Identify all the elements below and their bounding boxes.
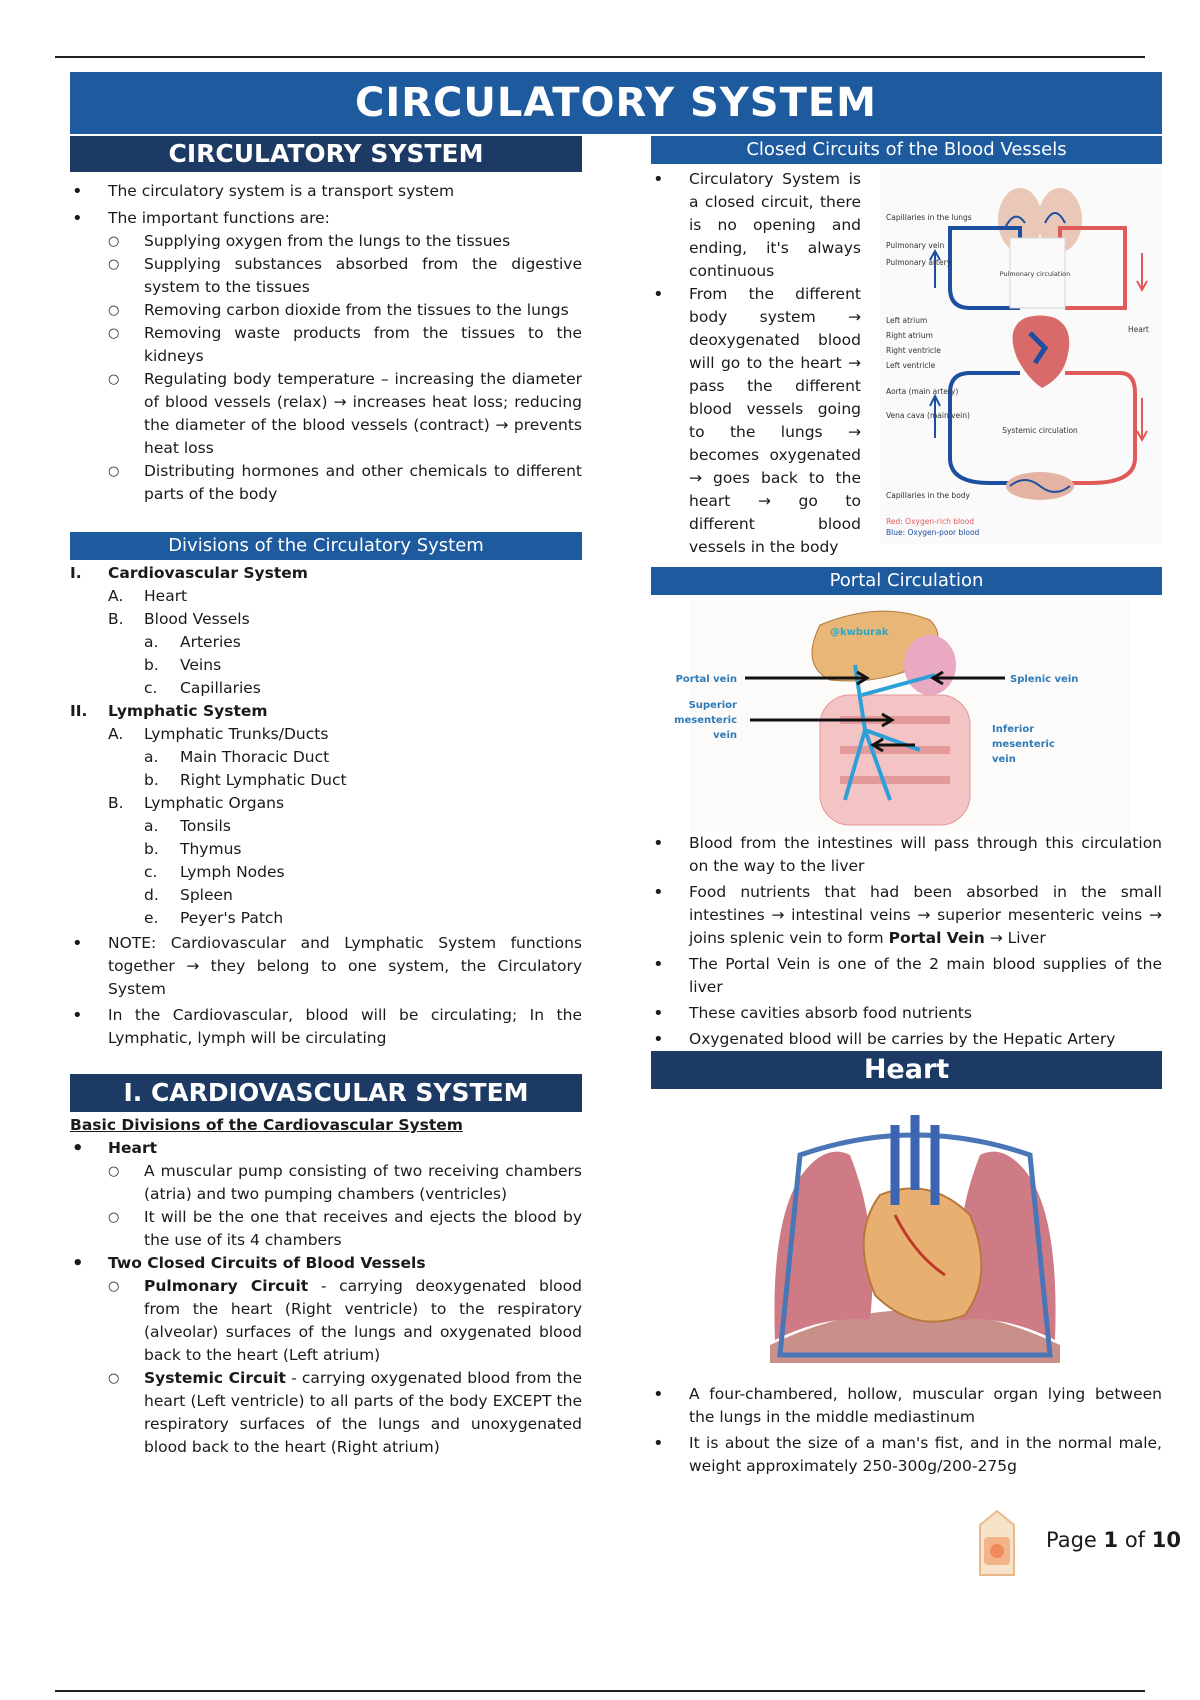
outline-item: b. Veins (144, 656, 222, 674)
list-item: ○ Supplying substances absorbed from the digestive system to the tissues (70, 253, 582, 299)
label-right-ventricle: Right ventricle (886, 346, 941, 355)
list-item: ○ It will be the one that receives and ejects the blood by the use of its 4 chambers (70, 1206, 582, 1252)
label-pulmonary-vein: Pulmonary vein (886, 241, 945, 250)
list-item: • Blood from the intestines will pass through this circulation on the way to the liver (651, 832, 1162, 878)
list-item: ○ Supplying oxygen from the lungs to the tissues (70, 230, 582, 253)
outline-item: B. Lymphatic Organs (108, 794, 285, 812)
label-capillaries-lungs: Capillaries in the lungs (886, 213, 972, 222)
label-left-atrium: Left atrium (886, 316, 928, 325)
label-smv-2: mesenteric (674, 715, 737, 726)
outline-item: a. Arteries (144, 633, 241, 651)
outline-item: I. Cardiovascular System (70, 564, 308, 582)
page-title: CIRCULATORY SYSTEM (70, 72, 1162, 134)
cardio-list (70, 1137, 582, 1160)
list-item: • These cavities absorb food nutrients (651, 1002, 1162, 1025)
label-right-atrium: Right atrium (886, 331, 933, 340)
circuit-points-list (70, 1275, 582, 1459)
list-item: • From the different body system → deoxygenated blood will go to the heart → pass the different blood vessels going to the lungs → becomes oxygenated → goes back to the heart → go to different blood vessels in the body (651, 283, 861, 559)
outline-item: a. Main Thoracic Duct (144, 748, 330, 766)
label-aorta: Aorta (main artery) (886, 387, 959, 396)
list-item: • The important functions are: (70, 207, 582, 230)
cardio-subheading: Basic Divisions of the Cardiovascular System (70, 1116, 463, 1134)
section-heading-portal: Portal Circulation (651, 567, 1162, 595)
functions-list (70, 230, 582, 506)
outline-item: d. Spleen (144, 886, 233, 904)
label-pulmonary-circulation: Pulmonary circulation (999, 270, 1071, 278)
intestine-shape (820, 695, 970, 825)
section-heading-closed-circuits: Closed Circuits of the Blood Vessels (651, 136, 1162, 164)
page-indicator: Page 1 of 10 (1046, 1528, 1181, 1552)
notes-list (70, 932, 582, 1050)
outline-item: c. Lymph Nodes (144, 863, 285, 881)
outline-item: A. Heart (108, 587, 188, 605)
outline-item: a. Tonsils (144, 817, 231, 835)
outline-item: c. Capillaries (144, 679, 261, 697)
divisions-outline (70, 562, 582, 930)
portal-text (651, 832, 1162, 1051)
label-smv-3: vein (713, 730, 737, 741)
legend-red: Red: Oxygen-rich blood (886, 517, 974, 526)
milk-carton-icon (972, 1507, 1022, 1577)
intro-list (70, 180, 582, 230)
legend-blue: Blue: Oxygen-poor blood (886, 528, 980, 537)
label-splenic-vein: Splenic vein (1010, 674, 1079, 685)
watermark: @kwburak (830, 627, 889, 638)
list-item: • NOTE: Cardiovascular and Lymphatic System functions together → they belong to one system, the Circulatory System (70, 932, 582, 1001)
bottom-rule (55, 1690, 1145, 1692)
heart-diagram (730, 1095, 1100, 1373)
circuits-list (70, 1252, 582, 1275)
section-heading-cardiovascular: I. CARDIOVASCULAR SYSTEM (70, 1074, 582, 1112)
label-imv-3: vein (992, 754, 1016, 765)
list-item: • Food nutrients that had been absorbed in the small intestines → intestinal veins → superior mesenteric veins → joins splenic vein to form Portal Vein → Liver (651, 881, 1162, 950)
list-item: • Heart (70, 1137, 582, 1160)
section-heading-circulatory: CIRCULATORY SYSTEM (70, 136, 582, 172)
list-item: • The circulatory system is a transport system (70, 180, 582, 203)
heart-points-list (70, 1160, 582, 1252)
label-pulmonary-artery: Pulmonary artery (886, 258, 952, 267)
list-item: • A four-chambered, hollow, muscular organ lying between the lungs in the middle mediastinum (651, 1383, 1162, 1429)
label-capillaries-body: Capillaries in the body (886, 491, 970, 500)
label-portal-vein: Portal vein (675, 674, 737, 685)
label-left-ventricle: Left ventricle (886, 361, 936, 370)
label-heart: Heart (1128, 325, 1149, 334)
label-vena-cava: Vena cava (main vein) (886, 411, 970, 420)
outline-item: B. Blood Vessels (108, 610, 250, 628)
list-item: • Two Closed Circuits of Blood Vessels (70, 1252, 582, 1275)
list-item: ○ Removing waste products from the tissues to the kidneys (70, 322, 582, 368)
section-heading-heart: Heart (651, 1051, 1162, 1089)
list-item: • Circulatory System is a closed circuit, there is no opening and ending, it's always continuous (651, 168, 861, 283)
outline-item: e. Peyer's Patch (144, 909, 284, 927)
closed-circuit-text (651, 168, 861, 559)
outline-item: II. Lymphatic System (70, 702, 268, 720)
left-column (70, 136, 582, 1459)
list-item: ○ Regulating body temperature – increasing the diameter of blood vessels (relax) → increases heat loss; reducing the diameter of the blood vessels (contract) → prevents heat loss (70, 368, 582, 460)
list-item: ○ Distributing hormones and other chemicals to different parts of the body (70, 460, 582, 506)
list-item: ○ Systemic Circuit - carrying oxygenated blood from the heart (Left ventricle) to all parts of the body EXCEPT the respiratory surfaces of the lungs and unoxygenated blood back to the heart (Right atrium) (70, 1367, 582, 1459)
list-item: ○ Pulmonary Circuit - carrying deoxygenated blood from the heart (Right ventricle) to the respiratory (alveolar) surfaces of the lungs and oxygenated blood back to the heart (Left atrium) (70, 1275, 582, 1367)
top-rule (55, 56, 1145, 58)
label-systemic-circulation: Systemic circulation (1002, 426, 1078, 435)
list-item: • The Portal Vein is one of the 2 main blood supplies of the liver (651, 953, 1162, 999)
list-item: • In the Cardiovascular, blood will be circulating; In the Lymphatic, lymph will be circulating (70, 1004, 582, 1050)
list-item: • Oxygenated blood will be carries by the Hepatic Artery (651, 1028, 1162, 1051)
list-item: ○ A muscular pump consisting of two receiving chambers (atria) and two pumping chambers (ventricles) (70, 1160, 582, 1206)
circulation-diagram (880, 168, 1162, 544)
spleen-shape (904, 635, 956, 695)
label-imv-2: mesenteric (992, 739, 1055, 750)
heart-text (651, 1383, 1162, 1478)
list-item: ○ Removing carbon dioxide from the tissues to the lungs (70, 299, 582, 322)
label-smv-1: Superior (688, 700, 737, 711)
list-item: • It is about the size of a man's fist, and in the normal male, weight approximately 250-300g/200-275g (651, 1432, 1162, 1478)
outline-item: b. Thymus (144, 840, 242, 858)
outline-item: b. Right Lymphatic Duct (144, 771, 347, 789)
portal-circulation-diagram (674, 600, 1130, 832)
outline-item: A. Lymphatic Trunks/Ducts (108, 725, 329, 743)
label-imv-1: Inferior (992, 724, 1035, 735)
section-heading-divisions: Divisions of the Circulatory System (70, 532, 582, 560)
